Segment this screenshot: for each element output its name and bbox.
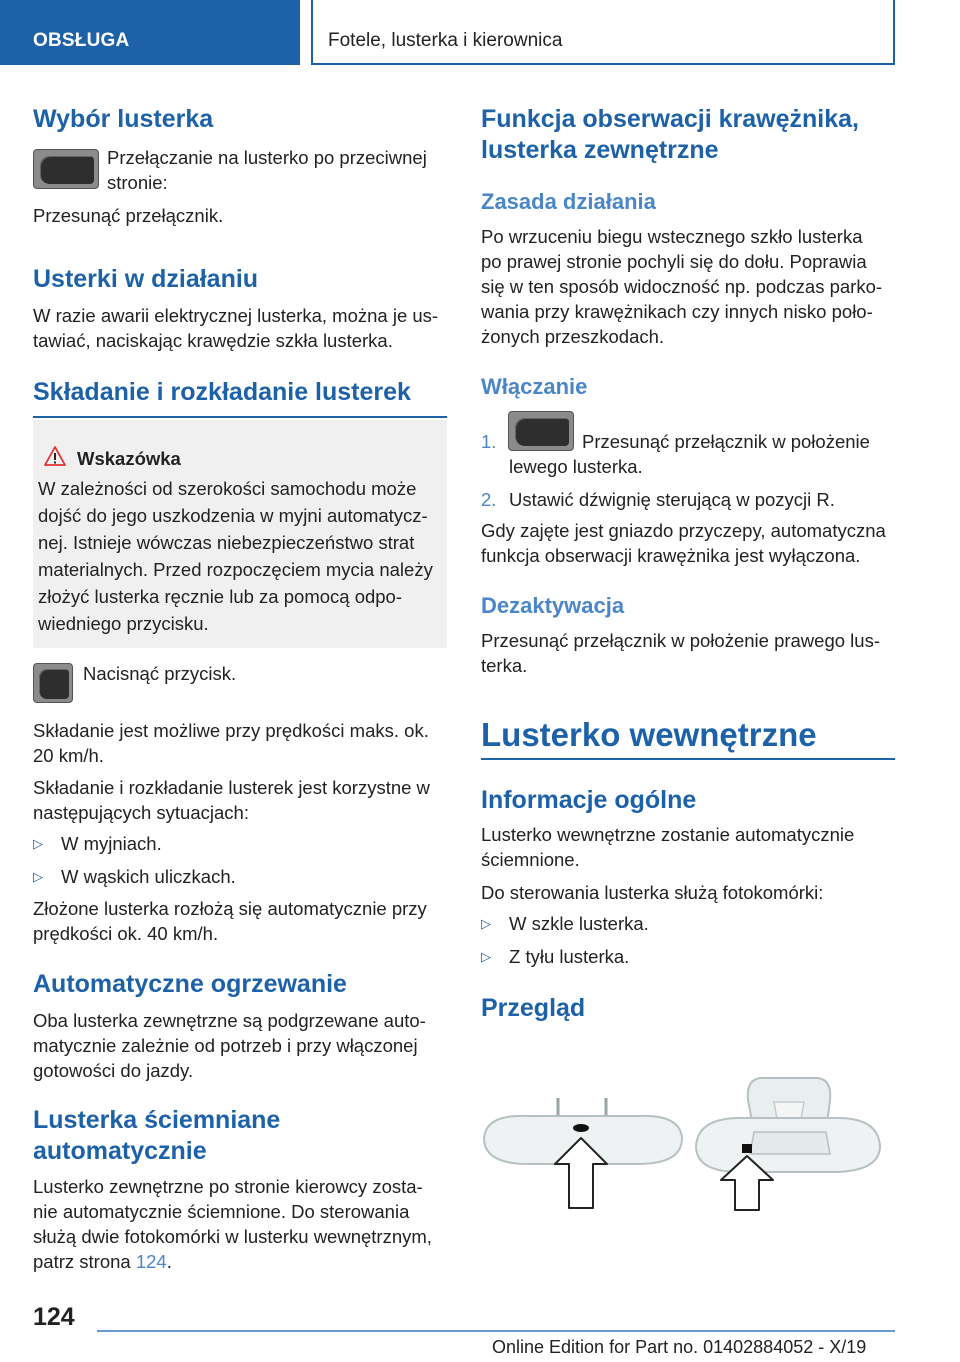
section-divider [481, 758, 895, 760]
subheading-wlaczanie: Włączanie [481, 374, 588, 399]
fold-button-icon [33, 663, 73, 703]
section-label: OBSŁUGA [33, 30, 130, 51]
note-title: Wskazówka [77, 448, 181, 469]
dim-line: nie automatycznie ściemnione. Do sterowania [33, 1201, 410, 1222]
principle-line: wania przy krawężnikach czy innych nisko poło‐ [481, 301, 873, 322]
principle-line: po prawej stronie pochyli się do dołu. Poprawia [481, 251, 867, 272]
subheading-zasada: Zasada działania [481, 189, 656, 214]
principle-line: Po wrzuceniu biegu wstecznego szkło lusterka [481, 226, 863, 247]
note-line: materialnych. Przed rozpoczęciem mycia należy [38, 559, 433, 580]
dim-line: służą dwie fotokomórki w lusterku wewnętrznym, [33, 1226, 432, 1247]
useful-line2: następujących sytuacjach: [33, 802, 249, 823]
general-line2: ściemnione. [481, 849, 580, 870]
wybor-text-line2: stronie: [107, 172, 168, 193]
sensors-intro: Do sterowania lusterka służą fotokomórki: [481, 882, 824, 903]
bullet-triangle-icon: ▷ [481, 949, 491, 964]
fold-speed-line1: Składanie jest możliwe przy prędkości maks. ok. [33, 720, 429, 741]
subheading-dezaktywacja: Dezaktywacja [481, 593, 625, 618]
principle-line: się w ten sposób widoczność np. podczas parko‐ [481, 276, 883, 297]
heading-przeglad: Przegląd [481, 994, 586, 1022]
step1-line1: Przesunąć przełącznik w położenie [582, 431, 870, 452]
wybor-text-line1: Przełączanie na lusterko po przeciwnej [107, 147, 427, 168]
trailer-line2: funkcja obserwacji krawężnika jest wyłączona. [481, 545, 861, 566]
disable-line2: terka. [481, 655, 528, 676]
note-line: złożyć lusterka ręcznie lub za pomocą odpo‐ [38, 586, 403, 607]
fold-speed-line2: 20 km/h. [33, 745, 104, 766]
heat-line: Oba lusterka zewnętrzne są podgrzewane auto‐ [33, 1010, 426, 1031]
section-tab [0, 0, 300, 65]
usterki-line1: W razie awarii elektrycznej lusterka, można je us‐ [33, 305, 439, 326]
bullet-item: W szkle lusterka. [509, 913, 649, 934]
heading-sciemniane-1: Lusterka ściemniane [33, 1106, 281, 1134]
bullet-triangle-icon: ▷ [481, 916, 491, 931]
step-number: 2. [481, 489, 497, 510]
heading-informacje: Informacje ogólne [481, 786, 697, 814]
press-button-text: Nacisnąć przycisk. [83, 663, 237, 684]
note-line: dojść do jego uszkodzenia w myjni automatycz‐ [38, 505, 428, 526]
dim-ref-prefix: patrz strona [33, 1251, 136, 1272]
heading-ogrzewanie: Automatyczne ogrzewanie [33, 970, 347, 998]
unfold-line1: Złożone lusterka rozłożą się automatycznie przy [33, 898, 427, 919]
page-number: 124 [33, 1303, 75, 1331]
step-number: 1. [481, 431, 497, 452]
heat-line: gotowości do jazdy. [33, 1060, 194, 1081]
mirror-switch-icon [508, 411, 574, 451]
section-divider [33, 416, 447, 418]
disable-line1: Przesunąć przełącznik w położenie prawego lus‐ [481, 630, 880, 651]
chapter-label: Fotele, lusterka i kierownica [328, 30, 563, 51]
footer-edition: Online Edition for Part no. 01402884052 - X/19 [492, 1337, 867, 1357]
heading-krawęznik-2: lusterka zewnętrzne [481, 136, 719, 164]
step2-text: Ustawić dźwignię sterującą w pozycji R. [509, 489, 835, 510]
note-line: W zależności od szerokości samochodu może [38, 478, 417, 499]
principle-line: żonych przeszkodach. [481, 326, 665, 347]
heat-line: matycznie zależnie od potrzeb i przy włączonej [33, 1035, 418, 1056]
heading-usterki: Usterki w działaniu [33, 265, 259, 293]
bullet-item: W myjniach. [61, 833, 162, 854]
interior-mirror-illustration [478, 1072, 898, 1212]
warning-triangle-icon [44, 446, 66, 466]
useful-line1: Składanie i rozkładanie lusterek jest korzystne w [33, 777, 430, 798]
note-line: wiedniego przycisku. [38, 613, 209, 634]
note-line: nej. Istnieje wówczas niebezpieczeństwo strat [38, 532, 415, 553]
heading-skladanie: Składanie i rozkładanie lusterek [33, 378, 411, 406]
general-line1: Lusterko wewnętrzne zostanie automatycznie [481, 824, 855, 845]
wybor-action: Przesunąć przełącznik. [33, 205, 224, 226]
bullet-item: W wąskich uliczkach. [61, 866, 236, 887]
heading-wybor-lusterka: Wybór lusterka [33, 105, 214, 133]
dim-ref-suffix: . [166, 1251, 172, 1272]
chapter-header [311, 0, 895, 65]
dim-ref-line [33, 1249, 172, 1274]
bullet-triangle-icon: ▷ [33, 836, 43, 851]
heading-lusterko-wewnetrzne: Lusterko wewnętrzne [481, 716, 817, 753]
mirror-switch-icon [33, 149, 99, 189]
footer-rule [97, 1330, 895, 1332]
bullet-item: Z tyłu lusterka. [509, 946, 630, 967]
bullet-triangle-icon: ▷ [33, 869, 43, 884]
dim-line: Lusterko zewnętrzne po stronie kierowcy zosta‐ [33, 1176, 423, 1197]
heading-sciemniane-2: automatycznie [33, 1137, 207, 1165]
step1-line2: lewego lusterka. [509, 456, 643, 477]
heading-krawęznik-1: Funkcja obserwacji krawężnika, [481, 105, 859, 133]
trailer-line1: Gdy zajęte jest gniazdo przyczepy, automatyczna [481, 520, 886, 541]
unfold-line2: prędkości ok. 40 km/h. [33, 923, 219, 944]
page-reference-link[interactable]: 124 [135, 1251, 167, 1272]
note-box [33, 420, 447, 648]
usterki-line2: tawiać, naciskając krawędzie szkła lusterka. [33, 330, 393, 351]
